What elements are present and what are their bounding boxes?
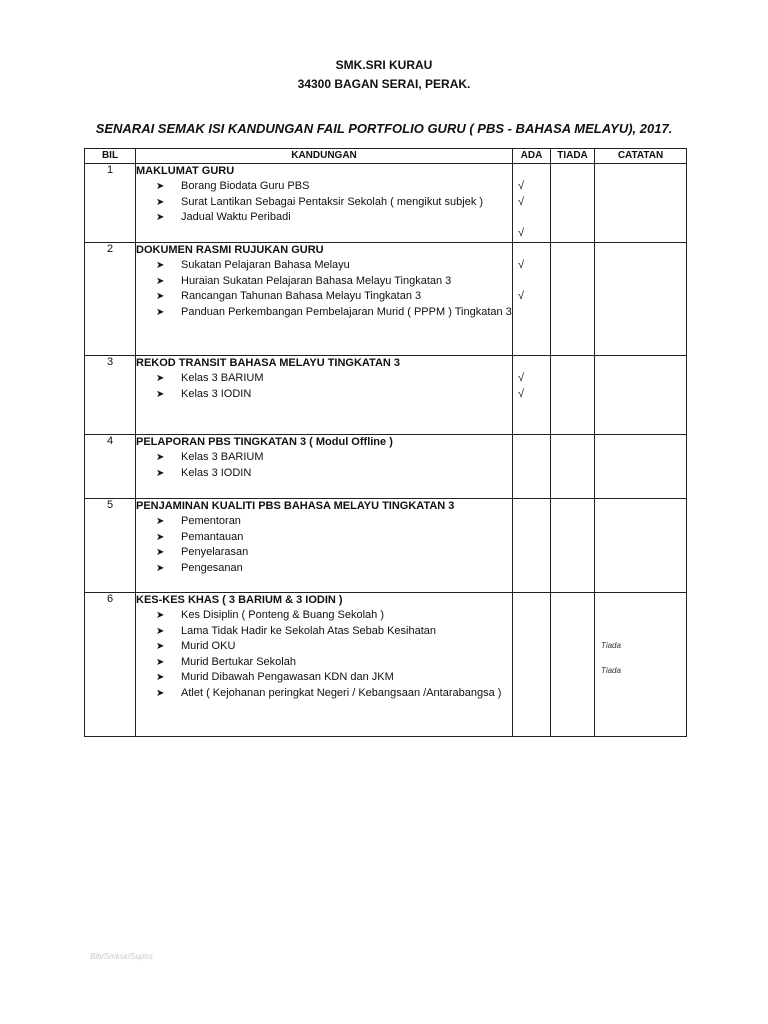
row-number: 3 [85, 356, 136, 435]
item-label: Rancangan Tahunan Bahasa Melayu Tingkatan 3 [181, 290, 422, 303]
section-title: PELAPORAN PBS TINGKATAN 3 ( Modul Offline ) [136, 436, 393, 448]
catatan-note: Tiada [601, 666, 621, 675]
checklist-item [136, 258, 512, 274]
tiada-cell [551, 243, 595, 356]
row-number: 5 [85, 499, 136, 593]
check-mark-icon: √ [518, 196, 525, 208]
section-title: DOKUMEN RASMI RUJUKAN GURU [136, 244, 324, 256]
checklist-row [85, 593, 687, 737]
section-title: KES-KES KHAS ( 3 BARIUM & 3 IODIN ) [136, 594, 343, 606]
item-label: Penyelarasan [181, 546, 249, 559]
checklist-item [136, 466, 512, 482]
row-number: 2 [85, 243, 136, 356]
checklist-row [85, 435, 687, 499]
item-label: Pementoran [181, 515, 241, 527]
arrow-bullet-icon: ➤ [156, 181, 165, 192]
arrow-bullet-icon: ➤ [156, 467, 165, 479]
column-header-tiada: TIADA [551, 149, 595, 164]
checklist-item [136, 371, 512, 387]
item-label: Kes Disiplin ( Ponteng & Buang Sekolah ) [181, 609, 385, 621]
item-label: Kelas 3 BARIUM [181, 372, 264, 384]
check-mark-icon: √ [518, 290, 525, 302]
item-label: Lama Tidak Hadir ke Sekolah Atas Sebab Kesihatan [181, 624, 436, 637]
checklist-item [136, 670, 512, 686]
checklist-item [136, 387, 512, 403]
document-title: SENARAI SEMAK ISI KANDUNGAN FAIL PORTFOLIO GURU ( PBS - BAHASA MELAYU), 2017. [95, 121, 673, 136]
checklist-item [136, 639, 512, 655]
ada-cell [513, 593, 551, 737]
section-title: PENJAMINAN KUALITI PBS BAHASA MELAYU TINGKATAN 3 [136, 500, 455, 512]
section-title: MAKLUMAT GURU [136, 165, 235, 177]
catatan-cell [595, 164, 687, 243]
checklist-item [136, 530, 512, 546]
arrow-bullet-icon: ➤ [156, 373, 165, 384]
row-number: 6 [85, 593, 136, 737]
catatan-note: Tiada [601, 641, 621, 650]
school-address: 34300 BAGAN SERAI, PERAK. [297, 77, 471, 91]
item-label: Borang Biodata Guru PBS [181, 180, 310, 192]
check-mark-icon: √ [518, 388, 525, 400]
row-number: 4 [85, 435, 136, 499]
item-label: Panduan Perkembangan Pembelajaran Murid ( PPPM ) Tingkatan 3 [181, 305, 512, 318]
checklist-item [136, 289, 512, 305]
item-label: Huraian Sukatan Pelajaran Bahasa Melayu Tingkatan 3 [181, 274, 452, 287]
arrow-bullet-icon: ➤ [156, 260, 165, 271]
checklist-item [136, 561, 512, 577]
arrow-bullet-icon: ➤ [156, 291, 165, 303]
arrow-bullet-icon: ➤ [156, 547, 165, 559]
checklist-item [136, 450, 512, 466]
checklist-item [136, 655, 512, 671]
checklist-item [136, 179, 512, 195]
checklist-item [136, 274, 512, 290]
arrow-bullet-icon: ➤ [156, 531, 165, 543]
item-label: Kelas 3 BARIUM [181, 451, 264, 463]
section-title: REKOD TRANSIT BAHASA MELAYU TINGKATAN 3 [136, 357, 401, 369]
table-header-row [85, 149, 687, 164]
column-header-ada: ADA [513, 149, 551, 164]
checklist-row [85, 499, 687, 593]
item-label: Murid OKU [181, 640, 236, 653]
arrow-bullet-icon: ➤ [156, 562, 165, 574]
item-label: Pemantauan [181, 530, 244, 543]
check-mark-icon: √ [518, 180, 525, 192]
checklist-item [136, 686, 512, 702]
column-header-bil: BIL [85, 149, 136, 164]
item-label: Murid Bertukar Sekolah [181, 655, 296, 668]
row-content [136, 356, 513, 435]
arrow-bullet-icon: ➤ [156, 641, 165, 653]
item-label: Jadual Waktu Peribadi [181, 211, 291, 224]
item-label: Kelas 3 IODIN [181, 466, 252, 479]
checklist-item [136, 210, 512, 226]
row-number: 1 [85, 164, 136, 243]
catatan-cell [595, 435, 687, 499]
checklist-table [84, 148, 687, 737]
check-mark-icon: √ [518, 259, 525, 271]
row-content [136, 593, 513, 737]
checklist-row [85, 356, 687, 435]
tiada-cell [551, 499, 595, 593]
column-header-kandungan: KANDUNGAN [136, 149, 513, 164]
catatan-cell [595, 499, 687, 593]
arrow-bullet-icon: ➤ [156, 516, 165, 527]
row-content [136, 164, 513, 243]
ada-cell [513, 356, 551, 435]
arrow-bullet-icon: ➤ [156, 212, 165, 224]
school-name: SMK.SRI KURAU [335, 58, 433, 72]
item-label: Murid Dibawah Pengawasan KDN dan JKM [181, 671, 394, 684]
column-header-catatan: CATATAN [595, 149, 687, 164]
item-label: Pengesanan [181, 561, 243, 574]
arrow-bullet-icon: ➤ [156, 275, 165, 287]
arrow-bullet-icon: ➤ [156, 306, 165, 318]
arrow-bullet-icon: ➤ [156, 452, 165, 463]
tiada-cell [551, 435, 595, 499]
checklist-item [136, 624, 512, 640]
catatan-cell [595, 243, 687, 356]
arrow-bullet-icon: ➤ [156, 388, 165, 400]
arrow-bullet-icon: ➤ [156, 625, 165, 637]
checklist-row [85, 164, 687, 243]
tiada-cell [551, 593, 595, 737]
arrow-bullet-icon: ➤ [156, 687, 165, 699]
ada-cell [513, 435, 551, 499]
row-content [136, 499, 513, 593]
checklist-row [85, 243, 687, 356]
catatan-cell [595, 356, 687, 435]
arrow-bullet-icon: ➤ [156, 672, 165, 684]
arrow-bullet-icon: ➤ [156, 656, 165, 668]
ada-cell [513, 499, 551, 593]
arrow-bullet-icon: ➤ [156, 610, 165, 621]
checklist-item [136, 545, 512, 561]
tiada-cell [551, 356, 595, 435]
catatan-cell [595, 593, 687, 737]
ada-cell [513, 164, 551, 243]
row-content [136, 435, 513, 499]
tiada-cell [551, 164, 595, 243]
check-mark-icon: √ [518, 227, 525, 239]
item-label: Surat Lantikan Sebagai Pentaksir Sekolah ( mengikut subjek ) [181, 195, 484, 208]
item-label: Kelas 3 IODIN [181, 387, 252, 400]
checklist-item [136, 195, 512, 211]
ada-cell [513, 243, 551, 356]
arrow-bullet-icon: ➤ [156, 196, 165, 208]
row-content [136, 243, 513, 356]
item-label: Sukatan Pelajaran Bahasa Melayu [181, 259, 350, 271]
check-mark-icon: √ [518, 372, 525, 384]
checklist-item [136, 514, 512, 530]
item-label: Atlet ( Kejohanan peringkat Negeri / Kebangsaan /Antarabangsa ) [181, 686, 502, 699]
checklist-item [136, 608, 512, 624]
footer-reference: Bib/Smksk/Supbs [90, 952, 153, 961]
checklist-item [136, 305, 512, 321]
